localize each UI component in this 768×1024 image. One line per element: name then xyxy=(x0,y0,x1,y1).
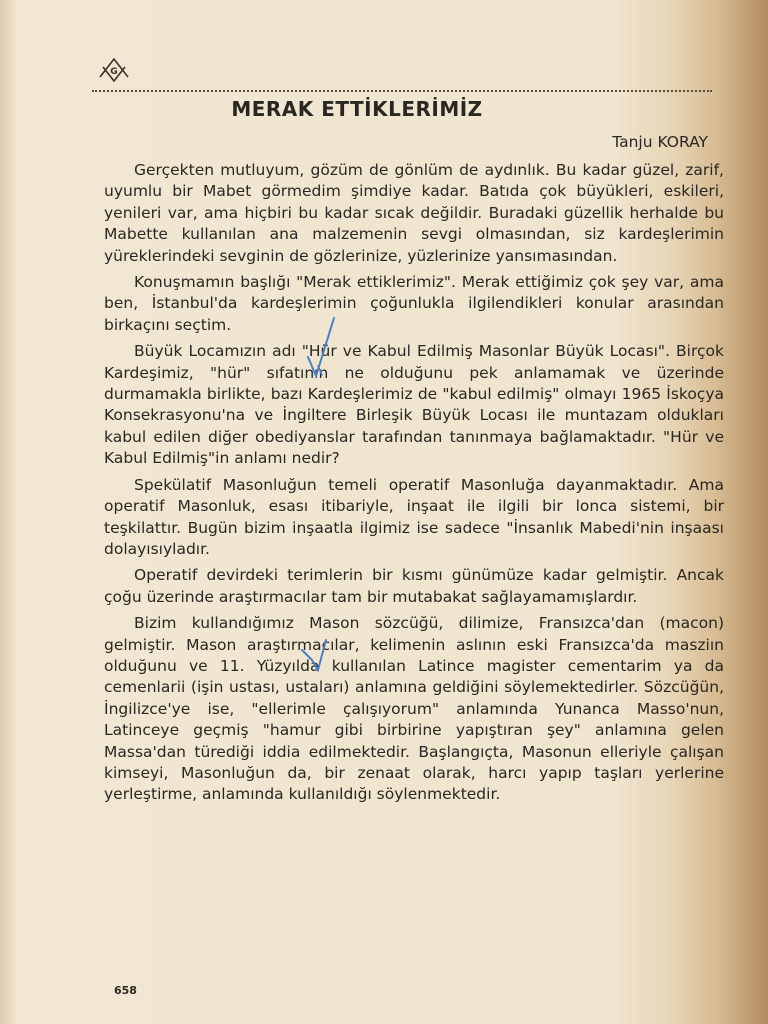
paragraph: Büyük Locamızın adı "Hür ve Kabul Edilmiş Masonlar Büyük Locası". Birçok Kardeşimiz, "hür" sıfatının ne olduğunu pek anlamamak ve üzerinde durmamakla birlikte, bazı Kardeşlerimiz de "kabul edilmiş" olmayı 1965 İskoçya Konsekrasyonu'na ve İngiltere Birleşik Büyük Locası ile muntazam oldukları kabul edilen diğer obediyanslar tarafından tanınmaya bağlamaktadır. "Hür ve Kabul Edilmiş"in anlamı nedir? xyxy=(104,342,724,468)
svg-text:G: G xyxy=(110,67,118,77)
paragraph: Operatif devirdeki terimlerin bir kısmı günümüze kadar gelmiştir. Ancak çoğu üzerinde araştırmacılar tam bir mutabakat sağlayamamışlardır. xyxy=(104,566,724,606)
paragraph: Bizim kullandığımız Mason sözcüğü, dilimize, Fransızca'dan (macon) gelmiştir. Mason araştırmacılar, kelimenin aslının eski Fransızca'da masziın olduğunu ve 11. Yüzyılda kullanılan Latince magister cementarim ya da cemenlarii (işin ustası, ustaları) anlamına geldiğini söylemektedirler. Sözcüğün, İngilizce'ye ise, "ellerimle çalışıyorum" anlamında Yunanca Masso'nun, Latinceye geçmiş "hamur gibi birbirine yapıştıran şey" anlamına gelen Massa'dan türediği iddia edilmektedir. Başlangıçta, Masonun elleriyle çalışan kimseyi, Masonluğun da, bir zenaat olarak, harcı yapıp taşları yerlerine yerleştirme, anlamında kullanıldığı söylenmektedir. xyxy=(104,614,724,804)
paragraph: Konuşmamın başlığı "Merak ettiklerimiz". Merak ettiğimiz çok şey var, ama ben, İstanbul'da kardeşlerimin çoğunlukla ilgilendikleri konular arasından birkaçını seçtim. xyxy=(104,273,724,334)
header-divider xyxy=(92,90,712,92)
page-number: 658 xyxy=(114,984,137,997)
page-left-shadow xyxy=(0,0,18,1024)
article-author: Tanju KORAY xyxy=(612,133,708,151)
paragraph: Spekülatif Masonluğun temeli operatif Masonluğa dayanmaktadır. Ama operatif Masonluk, esası itibariyle, inşaat ile ilgili bir lonca sistemi, bir teşkilattır. Bugün bizim inşaatla ilgimiz ise sadece "İnsanlık Mabedi'nin inşaası dolayısıyladır. xyxy=(104,475,724,558)
article-title: MERAK ETTİKLERİMİZ xyxy=(231,97,483,121)
article-body xyxy=(104,160,724,811)
square-and-compass-icon xyxy=(97,55,131,85)
paragraph: Gerçekten mutluyum, gözüm de gönlüm de aydınlık. Bu kadar güzel, zarif, uyumlu bir Mabet görmedim şimdiye kadar. Batıda çok büyükleri, eskileri, yenileri var, ama hiçbiri bu kadar sıcak değildir. Buradaki güzellik herhalde bu Mabette kullanılan ana malzemenin sevgi olmasından, siz kardeşlerimin yüreklerindeki sevginin de gözlerinize, yüzlerinize yansımasından. xyxy=(104,161,724,265)
